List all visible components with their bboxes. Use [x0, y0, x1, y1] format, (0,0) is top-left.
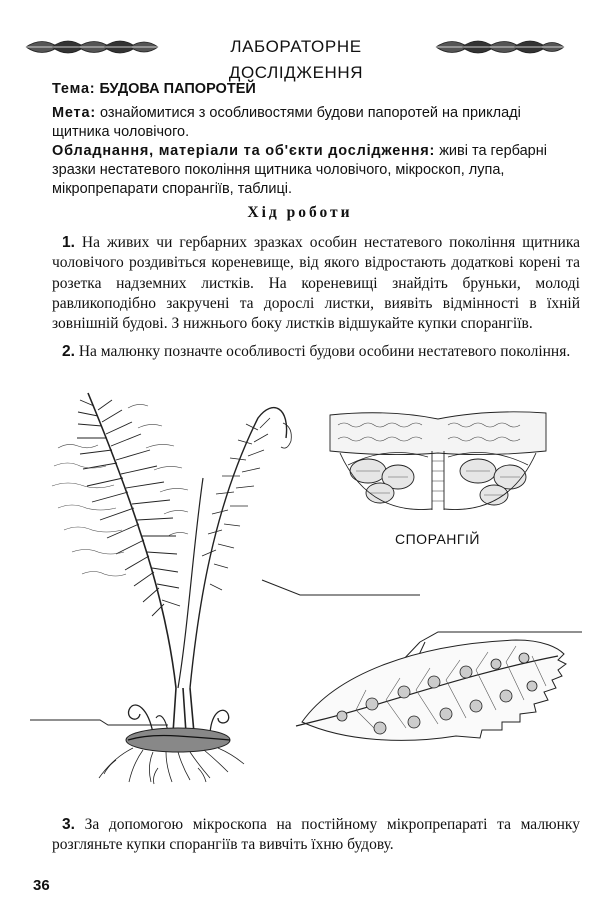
step-3	[52, 815, 580, 856]
leader-line-rhizome	[30, 720, 168, 725]
topic-text: БУДОВА ПАПОРОТЕЙ	[99, 81, 256, 97]
topic-label: Тема:	[52, 81, 96, 97]
goal-label: Мета:	[52, 105, 96, 121]
step-2	[52, 342, 580, 362]
sorus-cross-section-illustration-icon	[328, 405, 550, 520]
step-2-number: 2.	[62, 343, 75, 360]
sporangium-label: СПОРАНГІЙ	[395, 531, 480, 547]
goal-text: ознайомитися з особливостями будови папоротей на прикладі щитника чоловічого.	[52, 105, 521, 140]
topic-line	[52, 80, 577, 99]
equipment-text: живі та гербарні зразки нестатевого покоління щитника чоловічого, мікроскоп, лупа, мікропрепарати спорангіїв, таблиці.	[52, 143, 547, 197]
leaf-with-sori-illustration-icon	[296, 634, 586, 750]
goal-line	[52, 104, 577, 142]
step-3-number: 3.	[62, 816, 75, 833]
step-1-number: 1.	[62, 234, 75, 251]
leader-line-frond	[262, 580, 420, 595]
step-2-text: На малюнку позначте особливості будови особини нестатевого покоління.	[78, 343, 571, 360]
step-3-text: За допомогою мікроскопа на постійному мікропрепараті та малюнку розгляньте купки спорангіїв та вивчіть їхню будову.	[52, 816, 580, 854]
header-title: ЛАБОРАТОРНЕ ДОСЛІДЖЕННЯ	[228, 37, 364, 82]
left-ornament-icon	[22, 41, 162, 53]
right-ornament-icon	[432, 41, 572, 53]
equipment-line	[52, 142, 577, 199]
section-title: Хід роботи	[247, 204, 353, 221]
page-number: 36	[33, 877, 50, 894]
step-1-text: На живих чи гербарних зразках особин нестатевого покоління щитника чоловічого роздивіться кореневище, від якого відростають додаткові корені та розетка надземних листків. На кореневищі знайдіть бруньки, молоді равликоподібно закручені та дорослі листки, виявіть відмінності в їхній зовнішній будові. З нижнього боку листків відшукайте купки спорангіїв.	[52, 234, 581, 333]
step-1	[52, 233, 580, 334]
equipment-label: Обладнання, матеріали та об'єкти дослідження:	[52, 143, 436, 159]
